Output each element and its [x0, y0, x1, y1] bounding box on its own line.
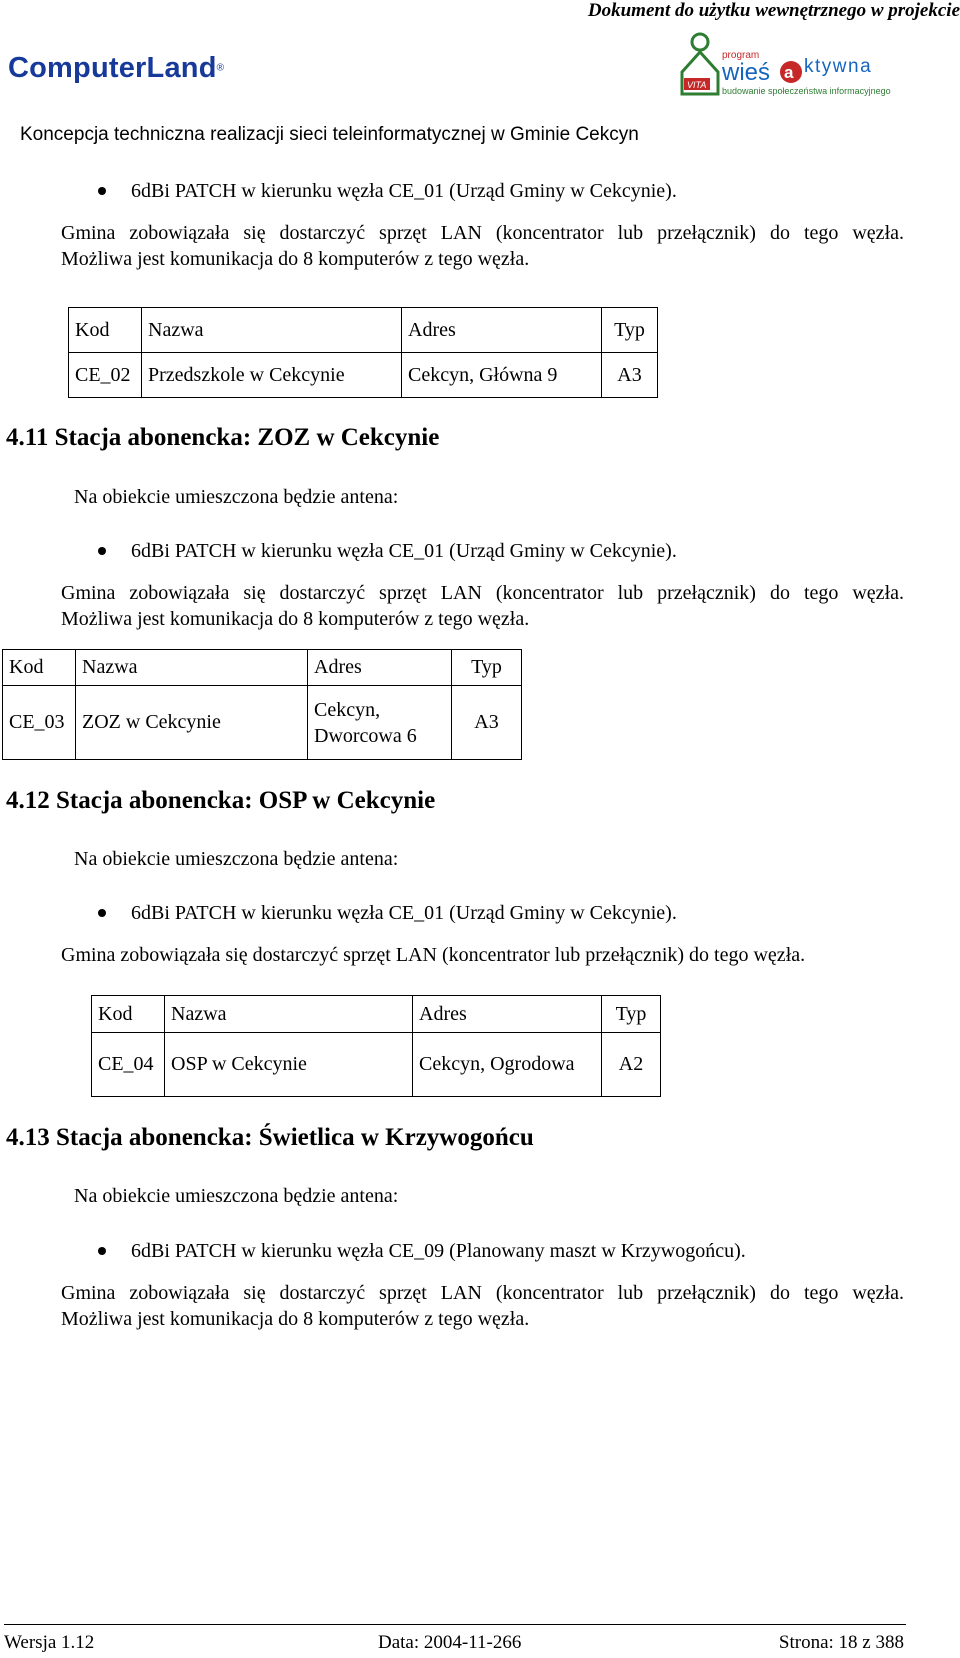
table-header-cell: Adres: [402, 308, 602, 353]
table-header-row: [69, 308, 658, 353]
table-header-cell: Kod: [69, 308, 142, 353]
svg-text:budowanie społeczeństwa inform: budowanie społeczeństwa informacyjnego: [722, 86, 891, 96]
svg-text:VITA: VITA: [687, 80, 707, 90]
svg-text:wieś: wieś: [722, 59, 771, 86]
header-note: Dokument do użytku wewnętrznego w projekcie: [587, 0, 960, 21]
wies-aktywna-logo: [678, 28, 948, 108]
table-cell: A3: [452, 686, 522, 760]
node-table: [68, 307, 658, 398]
computerland-logo: ComputerLand®: [8, 52, 224, 84]
section-heading: 4.12 Stacja abonencka: OSP w Cekcynie: [6, 787, 436, 814]
bullet-text: 6dBi PATCH w kierunku węzła CE_01 (Urząd Gminy w Cekcynie).: [131, 540, 677, 562]
paragraph: Na obiekcie umieszczona będzie antena:: [74, 1185, 399, 1207]
table-header-row: [3, 650, 522, 686]
footer-rule: [4, 1624, 906, 1625]
paragraph: Na obiekcie umieszczona będzie antena:: [74, 848, 399, 870]
bullet-marker: [98, 909, 106, 917]
table-header-cell: Adres: [308, 650, 452, 686]
svg-text:a: a: [784, 63, 794, 82]
address-line: Cekcyn,: [314, 698, 381, 721]
paragraph: Gmina zobowiązała się dostarczyć sprzęt LAN (koncentrator lub przełącznik) do tego węzła.: [61, 1282, 904, 1304]
paragraph: Możliwa jest komunikacja do 8 komputerów z tego węzła.: [61, 1308, 530, 1330]
table-cell: A2: [602, 1033, 661, 1097]
table-cell: Cekcyn, Główna 9: [402, 353, 602, 398]
table-header-cell: Nazwa: [76, 650, 308, 686]
wies-aktywna-logo-graphic: [678, 28, 948, 108]
document-subtitle: Koncepcja techniczna realizacji sieci teleinformatycznej w Gminie Cekcyn: [20, 124, 639, 145]
table-cell: Cekcyn, Ogrodowa: [413, 1033, 602, 1097]
bullet-text: 6dBi PATCH w kierunku węzła CE_01 (Urząd Gminy w Cekcynie).: [131, 902, 677, 924]
table-header-cell: Typ: [452, 650, 522, 686]
node-table: [2, 649, 522, 760]
paragraph: Możliwa jest komunikacja do 8 komputerów z tego węzła.: [61, 608, 530, 630]
table-row: [3, 686, 522, 760]
table-cell: CE_03: [3, 686, 76, 760]
table-header-cell: Typ: [602, 996, 661, 1033]
paragraph: Na obiekcie umieszczona będzie antena:: [74, 486, 399, 508]
section-heading: 4.11 Stacja abonencka: ZOZ w Cekcynie: [6, 424, 440, 451]
table-header-cell: Kod: [3, 650, 76, 686]
table-cell: CE_04: [92, 1033, 165, 1097]
table-cell: ZOZ w Cekcynie: [76, 686, 308, 760]
table-cell: OSP w Cekcynie: [165, 1033, 413, 1097]
bullet-marker: [98, 547, 106, 555]
table-cell: CE_02: [69, 353, 142, 398]
footer-date: Data: 2004-11-266: [378, 1632, 522, 1653]
bullet-marker: [98, 187, 106, 195]
table-row: [92, 1033, 661, 1097]
table-cell-address: [308, 686, 452, 760]
table-header-row: [92, 996, 661, 1033]
node-table: [91, 995, 661, 1097]
bullet-text: 6dBi PATCH w kierunku węzła CE_01 (Urząd Gminy w Cekcynie).: [131, 180, 677, 202]
paragraph: Gmina zobowiązała się dostarczyć sprzęt LAN (koncentrator lub przełącznik) do tego węzła.: [61, 944, 806, 966]
table-cell: Przedszkole w Cekcynie: [142, 353, 402, 398]
table-row: [69, 353, 658, 398]
footer-version: Wersja 1.12: [4, 1632, 95, 1653]
table-header-cell: Adres: [413, 996, 602, 1033]
svg-text:ktywna: ktywna: [804, 56, 873, 77]
table-header-cell: Typ: [602, 308, 658, 353]
table-header-cell: Kod: [92, 996, 165, 1033]
paragraph: Możliwa jest komunikacja do 8 komputerów z tego węzła.: [61, 248, 530, 270]
bullet-marker: [98, 1247, 106, 1255]
footer-page-number: Strona: 18 z 388: [778, 1632, 904, 1653]
bullet-text: 6dBi PATCH w kierunku węzła CE_09 (Planowany maszt w Krzywogońcu).: [131, 1240, 746, 1262]
address-line: Dworcowa 6: [314, 724, 417, 747]
section-heading: 4.13 Stacja abonencka: Świetlica w Krzywogońcu: [6, 1124, 534, 1151]
table-header-cell: Nazwa: [142, 308, 402, 353]
paragraph: Gmina zobowiązała się dostarczyć sprzęt LAN (koncentrator lub przełącznik) do tego węzła.: [61, 222, 904, 244]
svg-text:program: program: [722, 50, 760, 61]
table-cell: A3: [602, 353, 658, 398]
paragraph: Gmina zobowiązała się dostarczyć sprzęt LAN (koncentrator lub przełącznik) do tego węzła.: [61, 582, 904, 604]
table-header-cell: Nazwa: [165, 996, 413, 1033]
